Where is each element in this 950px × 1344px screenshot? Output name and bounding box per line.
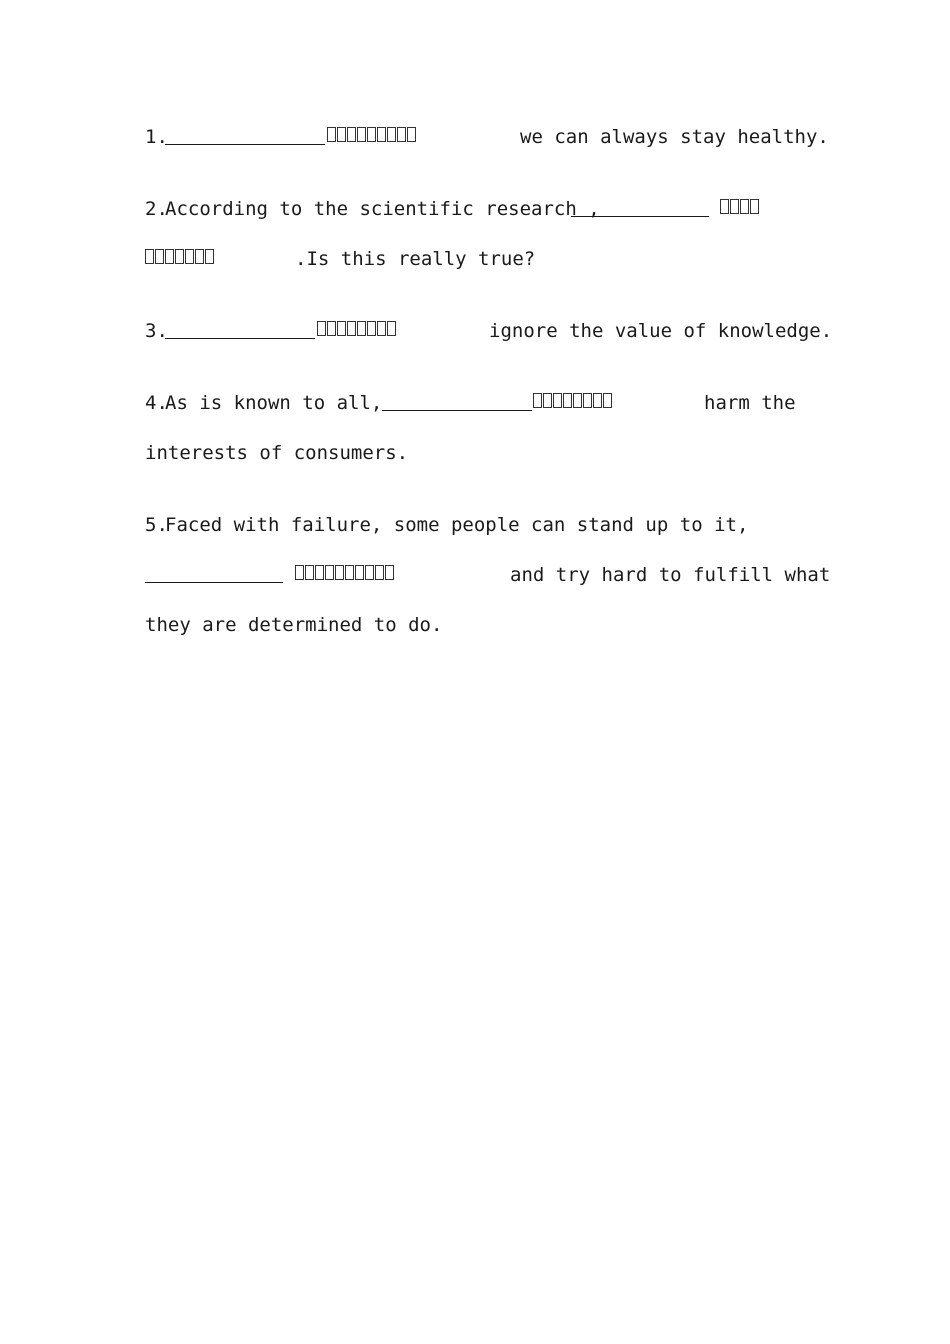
exercise-1-untranslated-glyphs [327, 127, 416, 142]
exercise-5-number: 5. [145, 514, 168, 536]
exercise-3-untranslated-glyphs [317, 321, 396, 336]
exercise-4-untranslated-glyphs [533, 393, 612, 408]
exercise-4-text-continued: interests of consumers. [145, 442, 409, 464]
exercise-3-blank[interactable] [165, 319, 315, 339]
exercise-2-line-continued [145, 247, 536, 271]
exercise-1-line [145, 125, 829, 149]
exercise-4-number: 4. [145, 392, 168, 414]
exercise-4-text-after: harm the [704, 392, 796, 414]
exercise-4-line-continued [145, 441, 409, 465]
exercise-5-text-before: Faced with failure, some people can stand up to it, [165, 514, 749, 536]
exercise-3-number: 3. [145, 320, 168, 342]
exercise-2-number: 2. [145, 198, 168, 220]
exercise-5-line [145, 513, 749, 537]
exercise-4-text-before: As is known to all, [165, 392, 383, 414]
exercise-2-blank[interactable] [571, 197, 709, 217]
exercise-5-line-continued [145, 563, 831, 587]
exercise-5-line-final [145, 613, 443, 637]
exercise-2-text-before: According to the scientific research , [165, 198, 600, 220]
exercise-2-text-after: .Is this really true? [295, 248, 536, 270]
exercise-3-line [145, 319, 833, 343]
exercise-1-blank[interactable] [165, 125, 325, 145]
exercise-2-untranslated-glyphs-b [145, 249, 214, 264]
exercise-5-blank[interactable] [145, 563, 283, 583]
exercise-5-text-continued: they are determined to do. [145, 614, 443, 636]
exercise-4-line [145, 391, 796, 415]
exercise-1-text-after: we can always stay healthy. [520, 126, 829, 148]
exercise-5-text-after: and try hard to fulfill what [510, 564, 831, 586]
exercise-5-untranslated-glyphs [295, 565, 394, 580]
exercise-1-number: 1. [145, 126, 168, 148]
exercise-3-text-after: ignore the value of knowledge. [489, 320, 833, 342]
exercise-4-blank[interactable] [382, 391, 532, 411]
exercise-2-untranslated-glyphs-a [720, 199, 759, 214]
exercise-2-line [145, 197, 600, 221]
